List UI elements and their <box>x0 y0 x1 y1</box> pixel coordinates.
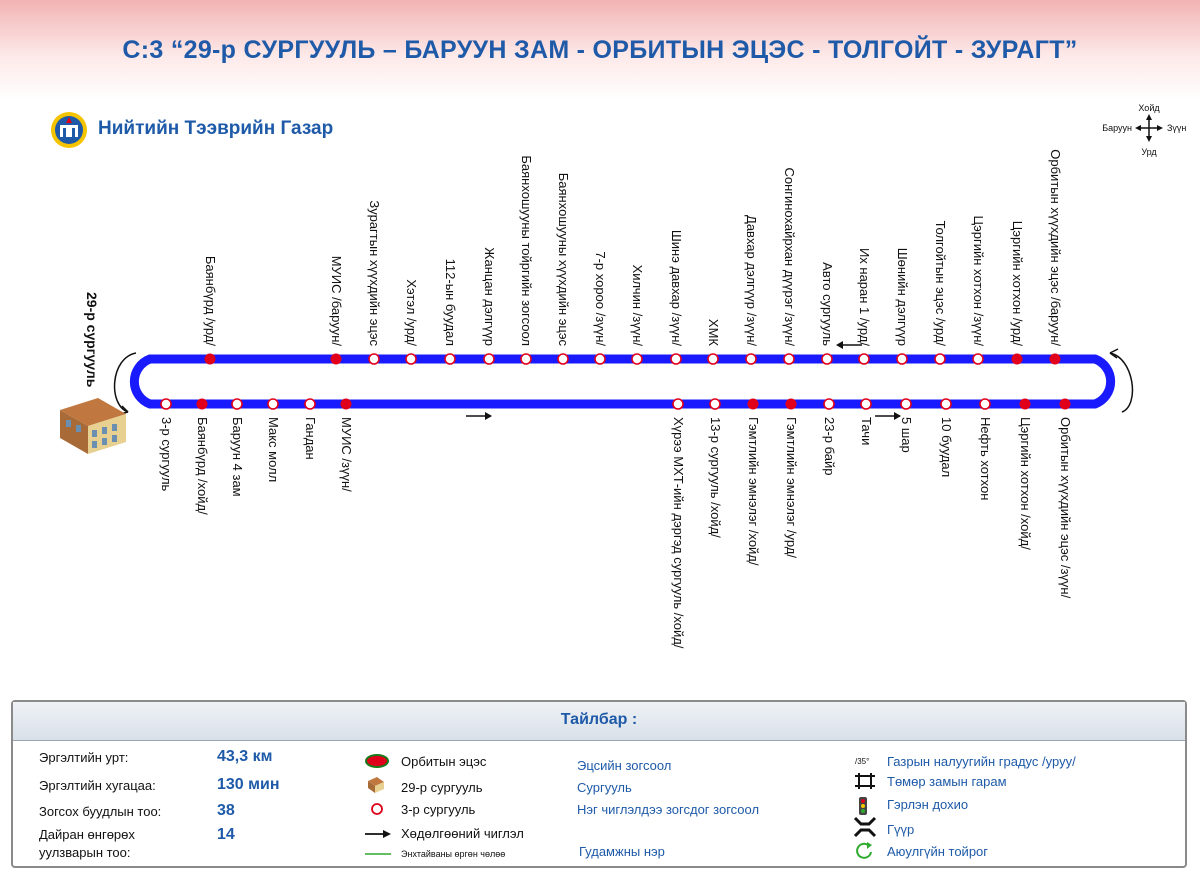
roundabout-icon <box>853 840 875 862</box>
bottom-stop-label: Хүрээ МХТ-ийн дэргэд сургууль /хойд/ <box>671 417 686 649</box>
green-line-icon <box>363 851 393 857</box>
stop-marker <box>861 399 871 409</box>
traffic-light-icon <box>857 796 869 816</box>
school-label: 29-р сургууль <box>84 292 100 388</box>
stat-duration-label: Эргэлтийн хугацаа: <box>39 778 156 793</box>
top-stop-label: Их наран 1 /урд/ <box>857 247 872 346</box>
top-stop-label: Сонгинохайрхан дүүрэг /зүүн/ <box>782 167 797 346</box>
stop-marker <box>558 354 568 364</box>
bottom-stop-label: Гандан <box>303 417 318 460</box>
stop-marker <box>305 399 315 409</box>
bottom-stop-label: 23-р байр <box>822 417 837 476</box>
stop-marker <box>973 354 983 364</box>
stop-marker <box>406 354 416 364</box>
top-stop-label: Авто сургууль <box>820 262 835 346</box>
top-stop-label: Цэргийн хотхон /зүүн/ <box>971 215 986 346</box>
stop-marker <box>941 399 951 409</box>
bottom-stop-label: МУИС /зүүн/ <box>339 417 354 492</box>
legend-stop-symbol: 3-р сургууль <box>401 802 476 817</box>
school-icon <box>367 776 385 794</box>
bottom-stop-label: Гэмтлийн эмнэлэг /урд/ <box>784 417 799 558</box>
route-line <box>134 359 1110 404</box>
legend-stop-category: Нэг чиглэлдээ зогсдог зогсоол <box>577 802 760 817</box>
top-stop-label: Цэргийн хотхон /урд/ <box>1010 220 1025 346</box>
bottom-stop-label: 3-р сургууль <box>159 417 174 492</box>
direction-arrow-icon <box>875 412 901 420</box>
stat-stops-label: Зогсох буудлын тоо: <box>39 804 162 819</box>
top-stop-label: Хилчин /зүүн/ <box>630 264 645 346</box>
stat-intersections-value: 14 <box>217 826 235 843</box>
legend-terminal-symbol: Орбитын эцэс <box>401 754 487 769</box>
stop-marker <box>632 354 642 364</box>
stop-marker <box>859 354 869 364</box>
top-stop-label: Хэтэл /урд/ <box>404 279 419 346</box>
bottom-stop-label: 5 шар <box>899 417 914 453</box>
top-stop-label: Зурагтын хүүхдийн эцэс <box>367 200 382 346</box>
stop-marker <box>671 354 681 364</box>
stop-marker <box>232 399 242 409</box>
legend-school-symbol: 29-р сургууль <box>401 780 483 795</box>
top-stop-label: Баянхошууны хүүхдийн эцэс <box>556 172 571 346</box>
stop-marker <box>161 399 171 409</box>
terminal-stop-marker <box>786 399 796 409</box>
legend-direction-symbol: Хөдөлгөөний чиглэл <box>401 826 524 841</box>
bottom-stop-label: Тачи <box>859 417 874 446</box>
top-stop-label: Давхар дэлгүүр /зүүн/ <box>744 215 759 346</box>
top-stop-label: Баянхошууны тойргийн зогсоол <box>519 155 534 346</box>
bottom-stop-label: Орбитын хүүхдийн эцэс /зүүн/ <box>1058 417 1073 599</box>
stop-marker <box>595 354 605 364</box>
stop-marker <box>897 354 907 364</box>
stop-marker <box>445 354 455 364</box>
bridge-icon <box>851 816 879 838</box>
terminal-stop-marker <box>197 399 207 409</box>
stop-marker <box>268 399 278 409</box>
bottom-stop-label: 13-р сургууль /хойд/ <box>708 417 723 538</box>
terminal-stop-marker <box>331 354 341 364</box>
legend-rail: Төмөр замын гарам <box>887 774 1007 789</box>
bottom-stop-label: 10 буудал <box>939 417 954 478</box>
stop-marker <box>708 354 718 364</box>
bottom-stop-label: Макс молл <box>266 417 281 483</box>
legend-street-category: Гудамжны нэр <box>579 844 665 859</box>
stop-marker <box>901 399 911 409</box>
stop-marker <box>822 354 832 364</box>
stop-marker <box>369 354 379 364</box>
top-stop-label: ХМК <box>706 318 721 346</box>
organization-name: Нийтийн Тээврийн Газар <box>98 118 334 139</box>
stat-duration-value: 130 мин <box>217 776 280 793</box>
stat-length-label: Эргэлтийн урт: <box>39 750 129 765</box>
stop-icon <box>370 802 384 816</box>
top-stop-label: Орбитын хүүхдийн эцэс /баруун/ <box>1048 149 1063 346</box>
legend-school-category: Сургууль <box>577 780 632 795</box>
top-stop-label: Шинэ давхар /зүүн/ <box>669 229 684 346</box>
slope-code: /35° <box>855 757 870 766</box>
legend-panel <box>11 700 1187 868</box>
top-stop-label: Баянбүрд /урд/ <box>203 255 218 346</box>
top-stop-label: МУИС /баруун/ <box>329 255 344 346</box>
bottom-stop-label: Нефть хотхон <box>978 417 993 501</box>
stat-length-value: 43,3 км <box>217 748 273 765</box>
bottom-stop-label: Цэргийн хотхон /хойд/ <box>1018 417 1033 550</box>
top-stop-label: Толгойтын эцэс /урд/ <box>933 220 948 346</box>
stop-marker <box>935 354 945 364</box>
stop-marker <box>980 399 990 409</box>
compass-west: Баруун <box>1102 123 1132 133</box>
bottom-stop-label: Гэмтлийн эмнэлэг /хойд/ <box>746 417 761 566</box>
terminal-stop-marker <box>1050 354 1060 364</box>
compass-north: Хойд <box>1138 103 1160 113</box>
legend-title: Тайлбар : <box>560 711 638 728</box>
stop-marker <box>746 354 756 364</box>
legend-header <box>13 702 1185 741</box>
legend-slope: Газрын налуугийн градус /уруу/ <box>887 754 1076 769</box>
terminal-stop-marker <box>341 399 351 409</box>
stop-marker <box>784 354 794 364</box>
terminal-stop-marker <box>748 399 758 409</box>
school-building-icon <box>60 398 126 454</box>
legend-bridge: Гүүр <box>887 822 915 837</box>
terminal-stop-marker <box>1012 354 1022 364</box>
terminal-stop-marker <box>205 354 215 364</box>
bottom-stop-label: Баянбүрд /хойд/ <box>195 417 210 515</box>
stop-marker <box>484 354 494 364</box>
top-stop-label: Шөнийн дэлгүүр <box>895 247 910 346</box>
bottom-stop-label: Баруун 4 зам <box>230 417 245 497</box>
top-stop-label: 112-ын буудал <box>443 258 458 346</box>
terminal-stop-icon <box>365 754 389 768</box>
stop-marker <box>824 399 834 409</box>
legend-terminal-category: Эцсийн зогсоол <box>577 758 672 773</box>
stop-marker <box>710 399 720 409</box>
stop-marker <box>521 354 531 364</box>
legend-green-line-symbol: Энхтайваны өргөн чөлөө <box>401 849 506 859</box>
compass-east: Зүүн <box>1167 123 1187 133</box>
top-stop-label: 7-р хороо /зүүн/ <box>593 251 608 346</box>
legend-roundabout: Аюулгүйн тойрог <box>887 844 989 859</box>
compass-south: Урд <box>1141 147 1157 157</box>
route-title: С:3 “29-р СУРГУУЛЬ – БАРУУН ЗАМ - ОРБИТЫН ЭЦЭС - ТОЛГОЙТ - ЗУРАГТ” <box>122 36 1078 64</box>
top-stop-label: Жанцан дэлгүүр <box>482 247 497 346</box>
direction-arrow-icon <box>363 828 393 840</box>
direction-arrow-icon <box>466 412 492 420</box>
stat-stops-value: 38 <box>217 802 235 819</box>
legend-signal: Гэрлэн дохио <box>887 797 969 812</box>
terminal-stop-marker <box>1020 399 1030 409</box>
terminal-stop-marker <box>1060 399 1070 409</box>
stop-marker <box>673 399 683 409</box>
railway-crossing-icon <box>851 772 879 790</box>
stat-intersections-label: Дайран өнгөрөх уулзварын тоо: <box>39 827 135 860</box>
